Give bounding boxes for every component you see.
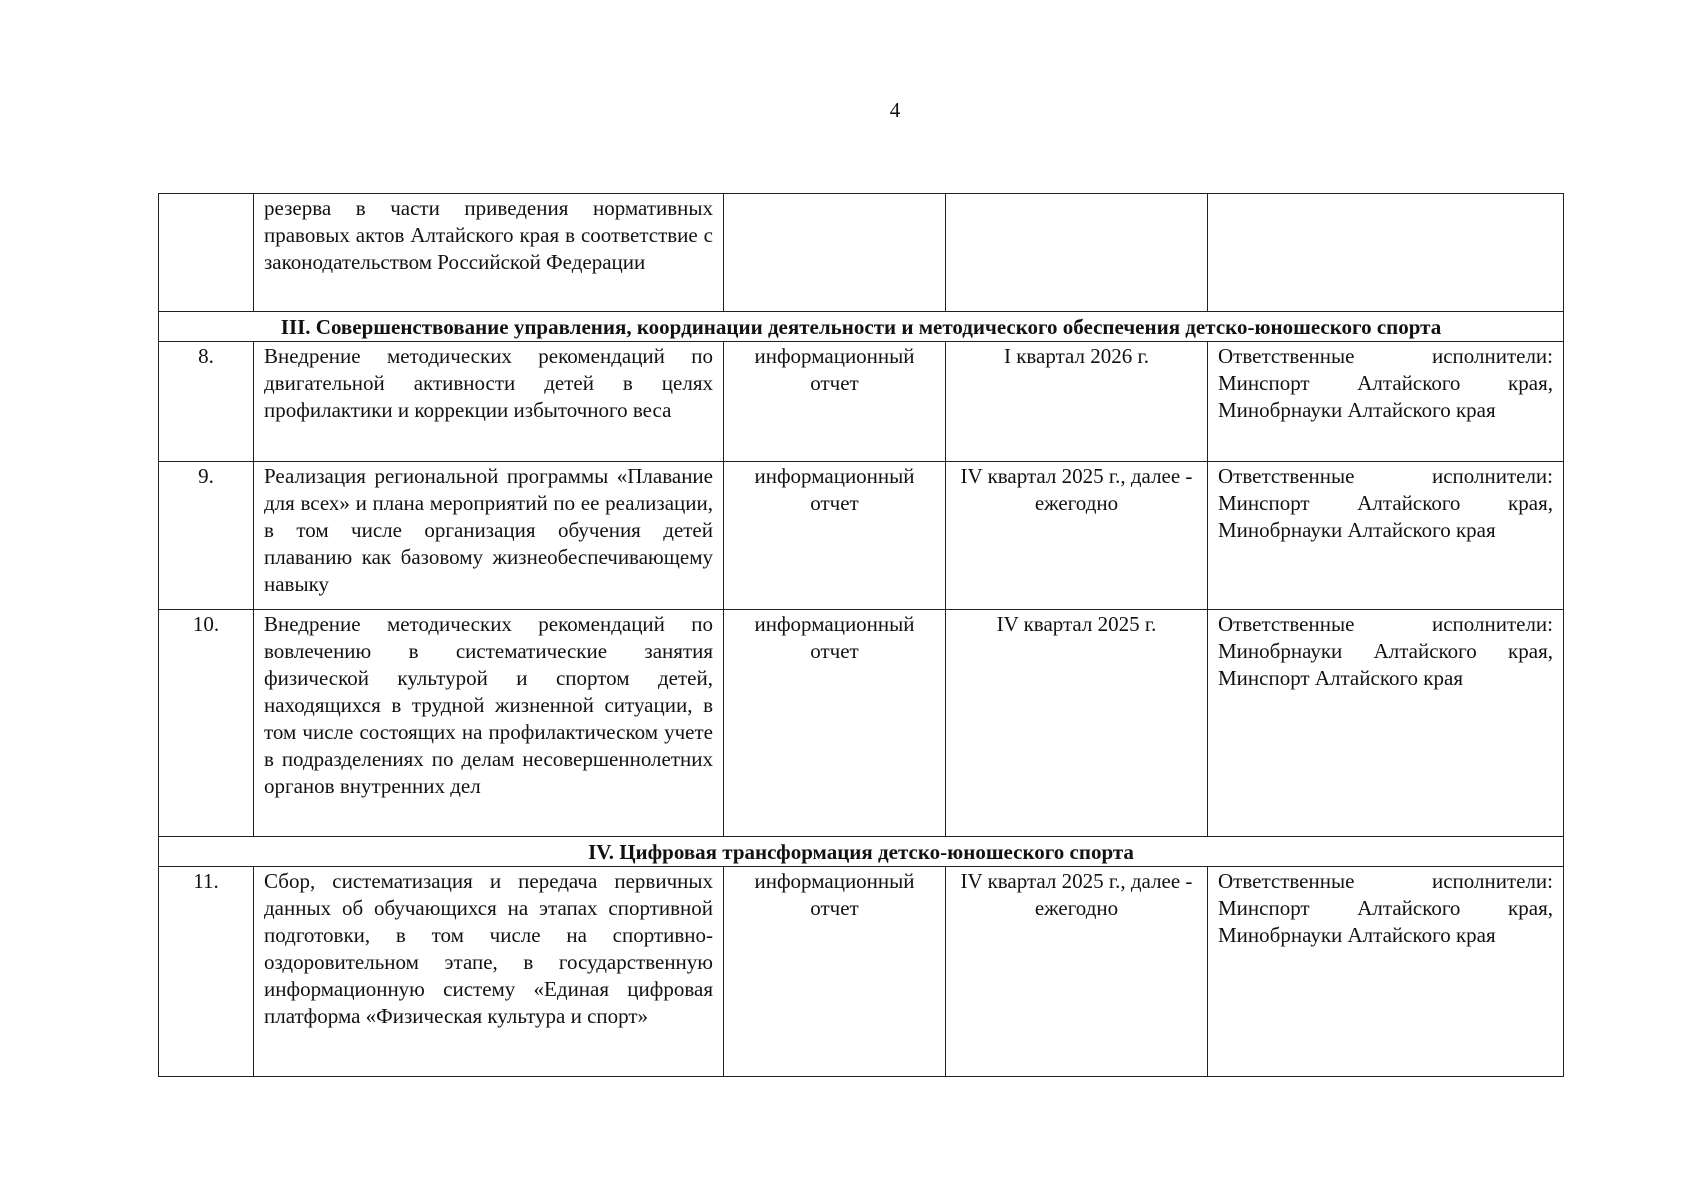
table-row xyxy=(159,610,1564,837)
row-responsible: Ответственные исполнители: Минспорт Алтайского края, Минобрнауки Алтайского края xyxy=(1208,462,1564,610)
row-description: Реализация региональной программы «Плавание для всех» и плана мероприятий по ее реализации, в том числе организация обучения детей плаванию как базовому жизнеобеспечивающему навыку xyxy=(254,462,724,610)
row-responsible: Ответственные исполнители: Минспорт Алтайского края, Минобрнауки Алтайского края xyxy=(1208,342,1564,462)
row-number: 10. xyxy=(159,610,254,837)
row-deadline: IV квартал 2025 г., далее - ежегодно xyxy=(946,867,1208,1077)
row-responsible xyxy=(1208,194,1564,312)
row-number: 9. xyxy=(159,462,254,610)
row-report-form: информационный отчет xyxy=(724,610,946,837)
row-report-form xyxy=(724,194,946,312)
row-responsible: Ответственные исполнители: Минобрнауки Алтайского края, Минспорт Алтайского края xyxy=(1208,610,1564,837)
section-header-4 xyxy=(159,837,1564,867)
row-deadline xyxy=(946,194,1208,312)
row-description: Сбор, систематизация и передача первичных данных об обучающихся на этапах спортивной подготовки, в том числе на спортивно-оздоровительном этапе, в государственную информационную систему «Единая цифровая платформа «Физическая культура и спорт» xyxy=(254,867,724,1077)
row-number: 8. xyxy=(159,342,254,462)
row-report-form: информационный отчет xyxy=(724,462,946,610)
row-description: Внедрение методических рекомендаций по вовлечению в систематические занятия физической культурой и спортом детей, находящихся в трудной жизненной ситуации, в том числе состоящих на профилактическом учете в подразделениях по делам несовершеннолетних органов внутренних дел xyxy=(254,610,724,837)
table-row xyxy=(159,342,1564,462)
section-header-3 xyxy=(159,312,1564,342)
table-row-continuation xyxy=(159,194,1564,312)
row-deadline: IV квартал 2025 г. xyxy=(946,610,1208,837)
row-responsible: Ответственные исполнители: Минспорт Алтайского края, Минобрнауки Алтайского края xyxy=(1208,867,1564,1077)
row-number-cell xyxy=(159,194,254,312)
section-title: IV. Цифровая трансформация детско-юношеского спорта xyxy=(159,837,1564,867)
table-row xyxy=(159,462,1564,610)
section-title: III. Совершенствование управления, координации деятельности и методического обеспечения детско-юношеского спорта xyxy=(159,312,1564,342)
page-number: 4 xyxy=(889,98,901,122)
row-report-form: информационный отчет xyxy=(724,342,946,462)
action-plan-table xyxy=(158,193,1564,1077)
row-description: резерва в части приведения нормативных правовых актов Алтайского края в соответствие с законодательством Российской Федерации xyxy=(254,194,724,312)
row-description: Внедрение методических рекомендаций по двигательной активности детей в целях профилактики и коррекции избыточного веса xyxy=(254,342,724,462)
table-row xyxy=(159,867,1564,1077)
row-report-form: информационный отчет xyxy=(724,867,946,1077)
row-deadline: IV квартал 2025 г., далее - ежегодно xyxy=(946,462,1208,610)
row-number: 11. xyxy=(159,867,254,1077)
row-deadline: I квартал 2026 г. xyxy=(946,342,1208,462)
